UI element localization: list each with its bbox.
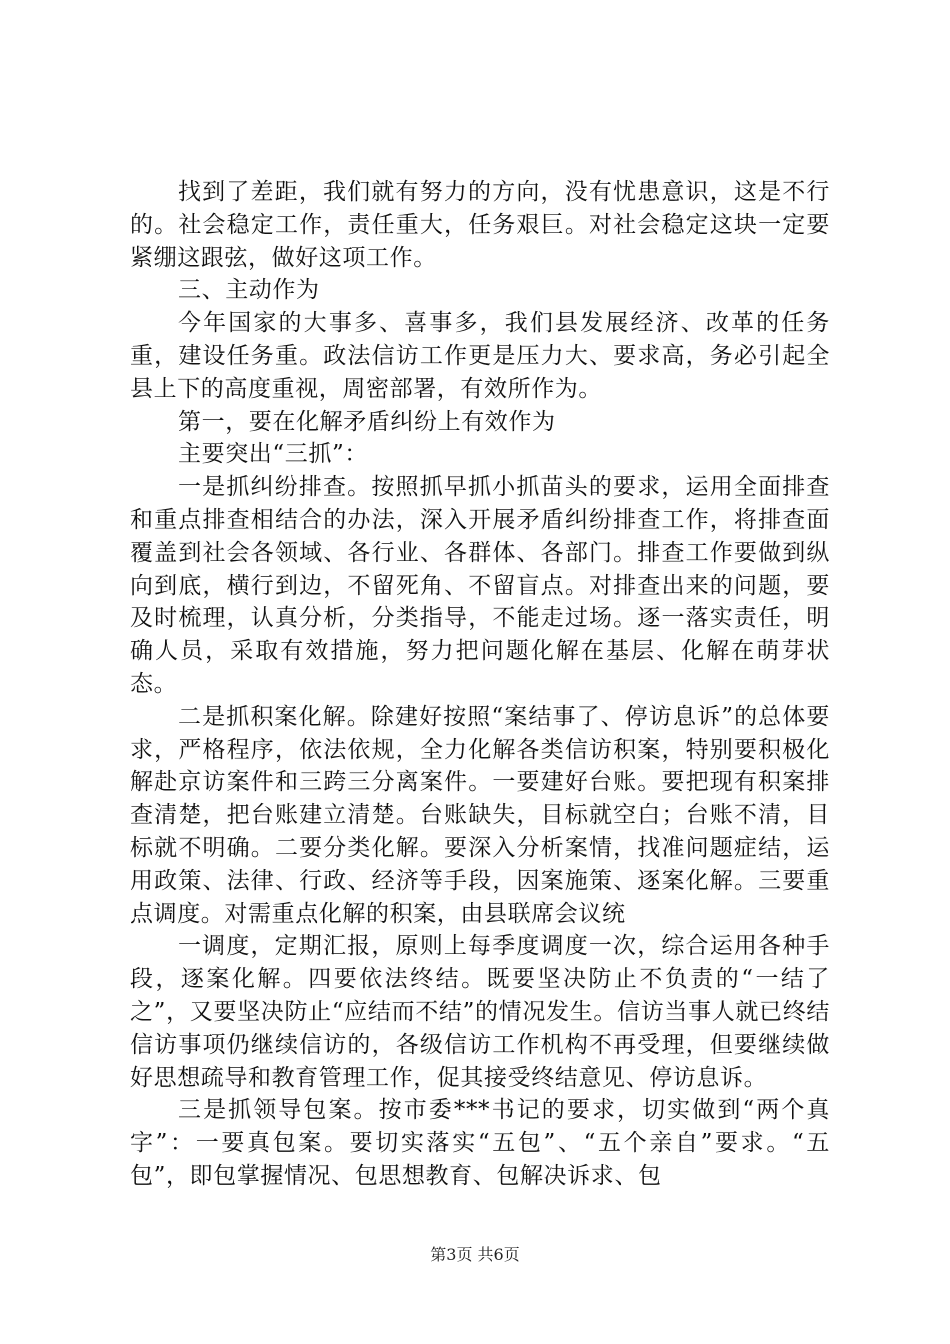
paragraph-dispute-check: 一是抓纠纷排查。按照抓早抓小抓苗头的要求，运用全面排查和重点排查相结合的办法，深入开展矛盾纠纷排查工作，将排查面覆盖到社会各领域、各行业、各群体、各部门。排查工作要做到纵向到底，横行到边，不留死角、不留盲点。对排查出来的问题，要及时梳理，认真分析，分类指导，不能走过场。逐一落实责任，明确人员，采取有效措施，努力把问题化解在基层、化解在萌芽状态。	[130, 474, 830, 697]
subheading-first: 第一，要在化解矛盾纠纷上有效作为	[178, 408, 556, 435]
paragraph-three-grasps: 主要突出“三抓”：	[178, 441, 368, 468]
paragraph-1: 找到了差距，我们就有努力的方向，没有忧患意识，这是不行的。社会稳定工作，责任重大，任务艰巨。对社会稳定这块一定要紧绷这跟弦，做好这项工作。	[130, 179, 830, 271]
paragraph-2: 今年国家的大事多、喜事多，我们县发展经济、改革的任务重，建设任务重。政法信访工作更是压力大、要求高，务必引起全县上下的高度重视，周密部署，有效所作为。	[130, 310, 830, 402]
document-body	[130, 176, 830, 1193]
section-heading-3: 三、主动作为	[178, 277, 320, 304]
paragraph-leader-cases: 三是抓领导包案。按市委***书记的要求，切实做到“两个真字”：一要真包案。要切实落实“五包”、“五个亲自”要求。“五包”，即包掌握情况、包思想教育、包解决诉求、包	[130, 1097, 830, 1189]
paragraph-unified-dispatch: 一调度，定期汇报，原则上每季度调度一次，综合运用各种手段，逐案化解。四要依法终结。既要坚决防止不负责的“一结了之”，又要坚决防止“应结而不结”的情况发生。信访当事人就已终结信访事项仍继续信访的，各级信访工作机构不再受理，但要继续做好思想疏导和教育管理工作，促其接受终结意见、停访息诉。	[130, 933, 830, 1091]
page-number-footer: 第3页 共6页	[430, 1245, 520, 1264]
paragraph-backlog-cases: 二是抓积案化解。除建好按照“案结事了、停访息诉”的总体要求，严格程序，依法依规，全力化解各类信访积案，特别要积极化解赴京访案件和三跨三分离案件。一要建好台账。要把现有积案排查清楚，把台账建立清楚。台账缺失，目标就空白；台账不清，目标就不明确。二要分类化解。要深入分析案情，找准问题症结，运用政策、法律、行政、经济等手段，因案施策、逐案化解。三要重点调度。对需重点化解的积案，由县联席会议统	[130, 703, 830, 927]
